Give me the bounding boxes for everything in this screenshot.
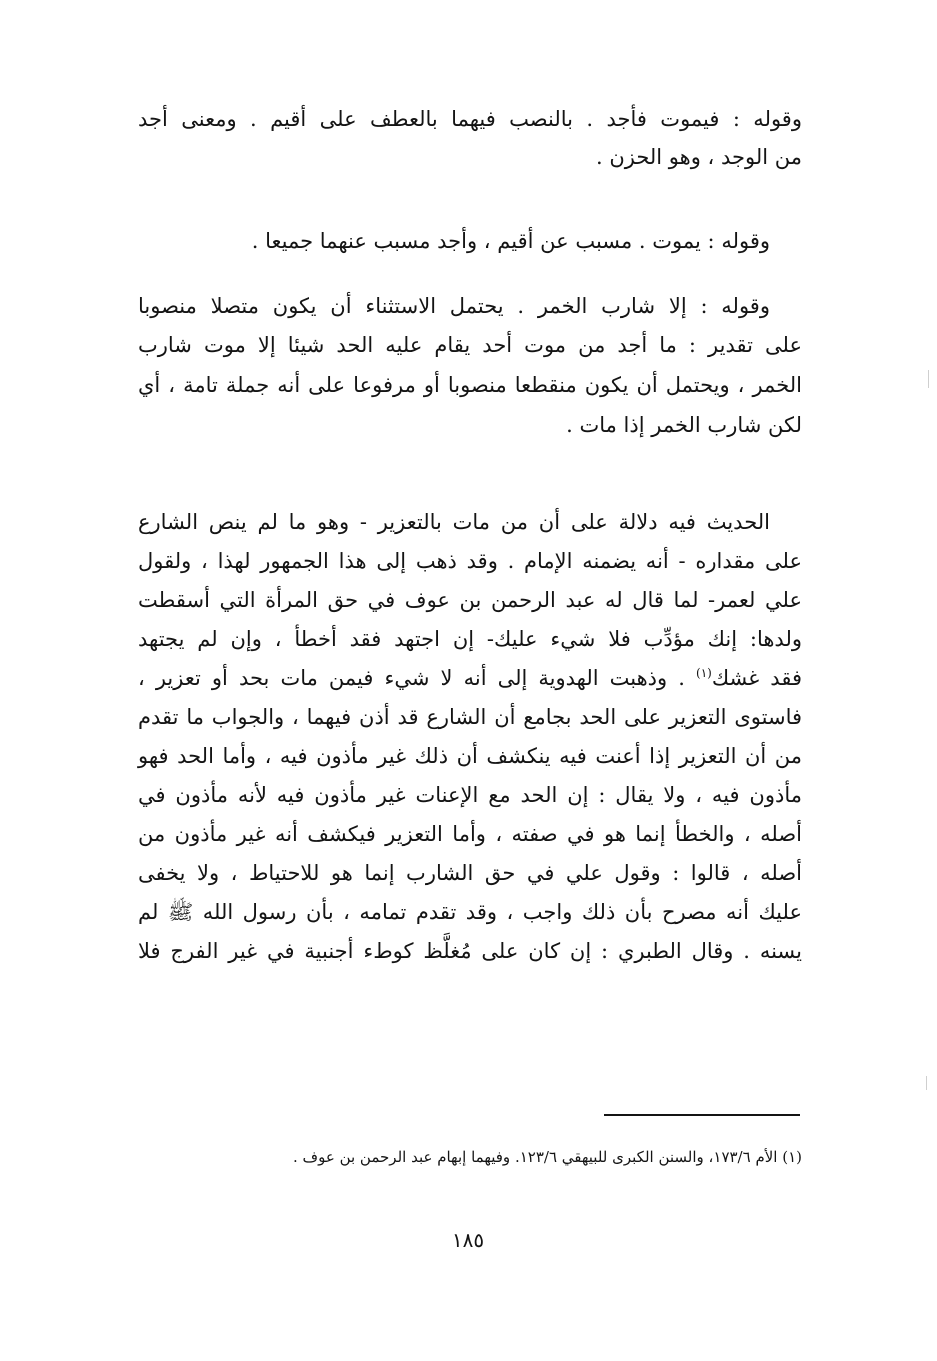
text-line: علي لعمر- لما قال له عبد الرحمن بن عوف في حق المرأة التي أسقطت — [138, 588, 802, 612]
paragraph-3 — [138, 287, 802, 445]
scan-mark — [928, 370, 929, 388]
text-line: أصله ، والخطأ إنما هو في صفته ، وأما التعزير فيكشف أنه غير مأذون من — [138, 822, 802, 846]
text-line: عليك أنه مصرح بأن ذلك واجب ، وقد تقدم تمامه ، بأن رسول الله ﷺ لم — [138, 900, 802, 924]
text-line: من أن التعزير إذا أعنت فيه ينكشف أن ذلك غير مأذون فيه ، وأما الحد فهو — [138, 744, 802, 768]
text-line: الخمر ، ويحتمل أن يكون منقطعا منصوبا أو مرفوعا على أنه جملة تامة ، أي — [138, 373, 802, 397]
text-fragment: . وذهبت الهدوية إلى أنه لا شيء فيمن مات بحد أو تعزير ، — [138, 666, 685, 690]
text-line: على مقداره - أنه يضمنه الإمام . وقد ذهب إلى هذا الجمهور لهذا ، ولقول — [138, 549, 802, 573]
text-line: مأذون فيه ، ولا يقال : إن الحد مع الإعنات غير مأذون فيه لأنه مأذون في — [138, 783, 802, 807]
footnote-reference: (١) — [696, 666, 712, 680]
text-line — [138, 659, 802, 698]
text-line: من الوجد ، وهو الحزن . — [595, 145, 802, 169]
text-line: وقوله : يموت . مسبب عن أقيم ، وأجد مسبب عنهما جميعا . — [251, 229, 770, 253]
paragraph-2 — [138, 222, 802, 260]
text-line: الحديث فيه دلالة على أن من مات بالتعزير - وهو ما لم ينص الشارع — [138, 510, 770, 534]
page-number: ١٨٥ — [451, 1228, 485, 1252]
text-line: يسنه . وقال الطبري : إن كان على مُغلَّظ كوطء أجنبية في غير الفرج فلا — [138, 939, 802, 963]
paragraph-4 — [138, 502, 802, 971]
text-line: أصله ، قالوا : وقول علي في حق الشارب إنما هو للاحتياط ، ولا يخفى — [138, 861, 802, 885]
text-line: فاستوى التعزير على الحد بجامع أن الشارع قد أذن فيهما ، والجواب ما تقدم — [138, 705, 802, 729]
footnote-separator — [604, 1114, 800, 1116]
text-fragment: فقد غشك — [711, 666, 802, 690]
text-line: لكن شارب الخمر إذا مات . — [566, 413, 802, 437]
scan-mark — [926, 1076, 927, 1090]
footnote: (١) الأم ١٧٣/٦، والسنن الكبرى للبيهقي ١٢٣/٦. وفيهما إبهام عبد الرحمن بن عوف . — [293, 1148, 802, 1166]
paragraph-1 — [138, 100, 802, 176]
text-line: وقوله : فيموت فأجد . بالنصب فيهما بالعطف على أقيم . ومعنى أجد — [138, 107, 802, 131]
text-line: وقوله : إلا شارب الخمر . يحتمل الاستثناء أن يكون متصلا منصوبا — [138, 294, 770, 318]
text-line: ولدها: إنك مؤدِّب فلا شيء عليك- إن اجتهد فقد أخطأ ، وإن لم يجتهد — [138, 627, 802, 651]
text-line: على تقدير : ما أجد من موت أحد يقام عليه الحد شيئا إلا موت شارب — [138, 333, 802, 357]
